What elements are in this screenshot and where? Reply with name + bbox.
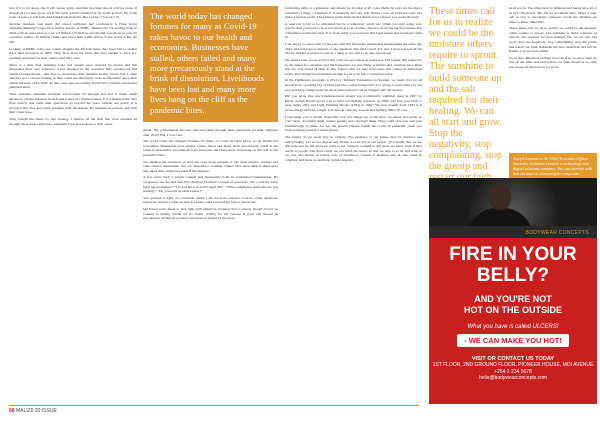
paragraph: tree, if it is cut down, that it will sprout again. And that its tender shoots will not cease. If though its root may grow old in the earth, And its stump may die in the ground, Yet at the scent of water it will bud, And bring forth branches like a plant." (Job 14:7-9) [9,6,137,20]
paragraph: Did you know that electroluminescence should was accidentally stumbled upon in 1907 by Henry Joseph Round paved way to infra-red lighting research, in 1960s and this gave birth to laser lights 1961 and Light Emitting Diodes (LED) in 1962? We now benefit from LED as it saves energy and lasts longer. It is used in cameras, screens and lighting bulbs all over. [285,94,422,112]
paragraph: The failure of our seeds may be evident. The evidence of our failure may be stubborn and embarrassing. Let us not despair any further. Let us rise in our prayer, give thanks that we are still here and for the good we want to see. Support a neighbor and those we know even if they are ill or poorer. The more strive we can reach the better, so that we help to as far and wide as we can. The shame of failure, loss of livelihood, closure of business and all else could be crippling and silent as death but remain hopeful. [285,134,422,162]
paragraph: They bought the future by this strategy. I believe all the stuff that were retained all through those dark tough days, remained loyal and zealous to their cause. [9,116,137,126]
page-footer [9,408,419,420]
paragraph: There is a time their shipping route and system were targeted by pirates and this threatened their very existence. Laws changed in the countries they operated in and opium became illegal - they had to restructure their business model. World War I came and they got a serious beating as they could not effectively trade in efficiently serve their clients between 1914-1918. As they were just recovering, World War 2 landed and further punished them. [9,62,137,90]
paragraph: Looking at HSBC today one cannot imagine the difficult times they have had to endure since their inception in 1865. They have from the onset that they needed to have far-reaching solutions for their clients. And they were. [9,46,137,60]
contact-phone[interactable]: +254 2 234 5678 [494,368,532,375]
paragraph: These times call for us to realize we could be the moisture others require to sprout. The sunshine to build someone up and the salt required for their healing. We can all start and grow. Stop the negativity, stop complaining, stop the gossip and restart our faith. Rekindle the pure intentions and fan the flames of good from within. [509,26,597,54]
paragraph: Their founders remained steadfast and hopeful all through and had to make tough decisions, change business models and reduce the troubled times. It is whispered that they have reserve that came their operations go beyond the years without any profit. It is recorded that they kept their essential staff throughout the tumultuous periods and built their client base. [9,92,137,115]
contact-heading: VISIT OR CONTACT US TODAY [471,356,555,362]
article-column-4 [509,6,597,151]
paragraph: A few years back I sought counsel and mentorship from an established businessman. He accepted to see me and after introductions he asked a couple of questions. "Do you have ready legal representation?" "Do you have an active legal file?" "What compliance textbooks are you reading?" "Do you have an ideal banker?" [143,175,278,194]
pull-quote-orange [143,6,278,122]
article-column-2 [143,128,278,404]
paragraph: I am happy to report that we had tea with my friend the established businessman the other day and I had some good answers to his questions this time round. For sure I have learned all the like he alluded to and now I know a thing or two that I can also pass along. [285,42,422,56]
author-bio-text: Joseph Lumumi is the Chief Executive Officer Inoculate Solutions Limited, a technology and digital solutions company. You can interact with him via mail at: jlumumi@in-comp.com [513,156,592,176]
pull-quote-text: The world today has changed fortunes for many as Covid-19 rakes havoc to our health and economies. Businesses have stalled, others failed and many more precariously stand at the brink of dissolution. Livelihoods have been lost and many more lives hang on the cliff as the pandemic bites. [150,11,264,115]
advert-headline-line: FIRE IN YOUR [449,244,577,265]
footer-rule [9,405,419,406]
advert-sub-line: HOT ON THE OUTSIDE [463,305,562,315]
contact-address: 1ST FLOOR, 2ND GROUND FLOOR, PIONEER HOUSE, MOI AVENUE [432,362,594,369]
paragraph: We should raise in our world today with our eyes fixed on tomorrow. The farther that tomorrow is, the better for ourselves and the businesses we run. Many scientists and creatives have ideas that are way ahead of time. It also follows that we may have ideas that cannot be harnessed today. That should be motivation enough for us to be fair to ourselves today. [285,58,422,76]
paragraph: I encourage you to dream. Especially now that things are on the slow. Go ahead and polish on your ideas, document them, pursue patents and copyright them. They could save you and your breakthrough royalties. Let not the present failures engulf the Covid-19 pandemic strain you from working towards a better future. [285,114,422,133]
advert-question: What you have is called ULCERS! [467,324,559,330]
paragraph: Another business case study that shows resilience and consistency is Hong Kong Shanghai Banking Corporation widely known as HSBC. Ranked the 7th leading bank in 2019 with an asset base of over 2.5 Billion US Dollars and having operations in over 65 countries, almost 40 million clients and more than 3,900 offices in the world it fits the bill. [9,21,137,45]
advert-cta[interactable]: - WE CAN MAKE YOU HOT! [457,334,569,347]
advert-contact [429,356,597,382]
issue-label: MALIZ0 20 ISSUE [15,408,57,414]
person-head [489,184,511,210]
paragraph: In the Pathfinders program of 2012 by Tullberg Foundation in Sweden, we learnt that we all should have a parking bay of ideas just like a plane being built, it is wrong to rush when you can stop and keep taking tracks far more turns before it can be flagged onto the runway. [285,78,422,92]
contact-email[interactable]: hello@bodywearconcepts.com [478,375,548,382]
paragraph: needs. The governments that saw this trust them through their operations got their vigilance after World War 2 was over. [143,128,278,137]
paragraph: Good may amount to nothing now but if we do more than we can all the time and everywhere we find ourselves we may just sweep all the bad out for good. [509,55,597,69]
advert-sub-line: AND YOU'RE NOT [474,294,552,304]
pull-quote-text: These times call for us to realize we could be the moisture others require to sprout. The sunshine to build someone up and the salt required for their healing. We can all start and grow. Stop the negativity, stop complaining, stop the gossip and [429,6,503,173]
paragraph: You guessed it right, as a business leader I did not have answers to most of his questions. Wherever answer I came up with for some could not hold my feet to sustain me. [143,195,278,205]
advert-headline [429,244,597,286]
article-column-1 [9,6,137,404]
brand-logo: BODYWEAR CONCEPTS [525,230,589,236]
paragraph: The world today has changed fortunes for many as Covid-19 rakes havoc to our health and economies. Businesses have stalled, others failed and many more precariously stand at the brink of dissolution. Livelihoods have been lost and many more lives hang on the cliff as the pandemic bites. [143,139,278,157]
paragraph: We question the existence of God and even those prudent at Job, their prayers, savings and other reserve instruments that are dwindled to nothing. Others have been diligent employees and asked their employers what if this happens. [143,159,278,173]
advert-headline-line: BELLY? [476,265,550,286]
paragraph: in all we do. The times may be different and hands have all of us but collectively like Job let us remain pure. Share a joke, call or text to encourage someone, avoid the smallest are there to those vulnerable. [509,6,597,24]
advert-photo [429,178,597,238]
article-column-3 [285,6,422,404]
paragraph: A reservoir is not to be exhausted but be a temporary safety net. When you start using your reserve then you need to stop and relook at your revenue. And it is in reviewing that assures that compliance textbooks arise. It is from using your reserves that legal issues and sanctions come in. [285,21,422,40]
page-number: 68 [9,408,15,414]
paragraph: My friend went ahead to deal light with empirical evidence that a venture should always be looking at raising capital for its future. Saving for the venture is good and should be encouraged. Selling its products and services should be the drive. [143,207,278,221]
paragraph: Collecting debts is a sideshow and should be avoided at all costs. Debts he says are the major downfall of many a business. It is desirable that any side should cover all business costs and make a modest profit. The balance in the bank should therefore be a figure you could discount. [285,6,422,20]
advert-subheadline [429,294,597,316]
advert-panel[interactable] [429,238,597,404]
pull-quote-large [429,6,505,174]
